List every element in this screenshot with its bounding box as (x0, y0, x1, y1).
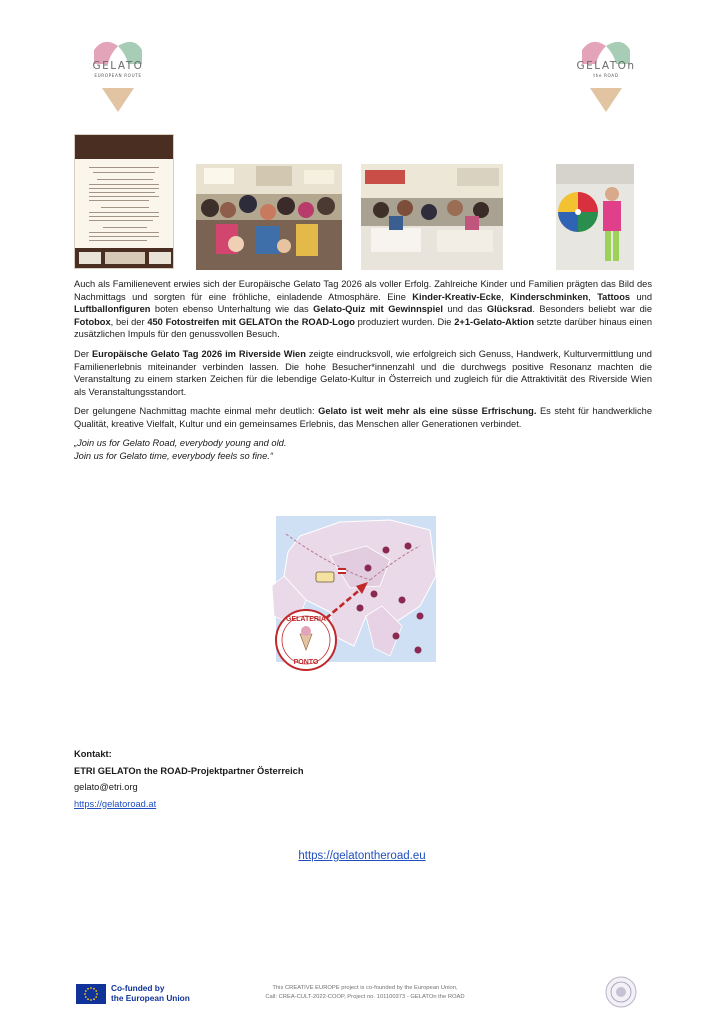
text-span: , (501, 291, 511, 302)
eu-cofunded-label (111, 983, 190, 1003)
eu-flag-icon (76, 984, 106, 1004)
logo-right-title: GELATOn (576, 60, 636, 72)
text-span: zeigte eindrucksvoll, wie erfolgreich sich Genuss, Handwerk, Kulturvermittlung und Familienerlebnis miteinander verbinden lassen. Die hohe Besucher*innenzahl und die durchwegs positive Resonanz machten die Veranstaltung zu einem starken Zeichen für die lebendige Gelato-Kultur in Österreich und zugleich für die Attraktivität des Riverside Wien als Veranstaltungsstandort. (74, 349, 652, 397)
crowd-photo (196, 164, 342, 270)
event-photo-strip (0, 134, 724, 270)
bold-span: 2+1-Gelato-Aktion (454, 316, 535, 327)
bold-span: Fotobox (74, 316, 111, 327)
text-span: . Besonders beliebt war die (532, 304, 652, 315)
text-span: Es steht für handwerkliche Qualität, kreative Vielfalt, Kultur und ein gemeinsames Erlebnis, das Menschen aller Generationen verbindet. (74, 406, 652, 429)
paragraph-conclusion (74, 405, 652, 430)
bold-span: Europäische Gelato Tag 2026 im Riverside Wien (91, 349, 306, 359)
event-poster-image (74, 134, 174, 269)
logo-right-subtitle: the ROAD (593, 73, 619, 78)
tables-photo (361, 164, 503, 270)
contact-block (74, 746, 304, 812)
institution-seal-icon (604, 975, 638, 1009)
paragraph-riverside (74, 348, 652, 398)
text-span: , (588, 291, 598, 302)
contact-heading: Kontakt: (74, 749, 112, 759)
text-span: , bei der (110, 316, 148, 327)
eu-line-2: the European Union (111, 993, 190, 1004)
bold-span: Kinderschminken (510, 291, 589, 302)
contact-email[interactable]: gelato@etri.org (74, 782, 138, 792)
bold-span: 450 Fotostreifen mit GELATOn the ROAD-Logo (147, 316, 355, 327)
footnote-line-1: This CREATIVE EUROPE project is co-founded by the European Union, (272, 985, 458, 991)
eu-line-1: Co-funded by (111, 983, 165, 993)
text-span: produziert wurden. Die (354, 316, 455, 327)
text-span: und (630, 291, 652, 302)
bold-span: Glücksrad (486, 304, 533, 315)
prize-wheel-photo (556, 164, 634, 270)
contact-organization: ETRI GELATOn the ROAD-Projektpartner Österreich (74, 765, 304, 776)
gelaton-the-road-logo (568, 38, 644, 114)
bold-span: Luftballonfiguren (74, 304, 151, 315)
text-span: boten ebenso Unterhaltung wie das (150, 304, 314, 315)
badge-bottom-text: PONTO (293, 659, 319, 666)
project-website-link (0, 850, 724, 862)
contact-website-link[interactable]: https://gelatoroad.at (74, 798, 157, 809)
quote-line-1: „Join us for Gelato Road, everybody young and old. (74, 438, 287, 448)
text-span: Auch als Familienevent erwies sich der Europäische Gelato Tag 2026 als voller Erfolg. Zahlreiche Kinder und Familien prägten das Bild des Nachmittags und sorgten für eine fröhliche, einladende Atmosphäre. Eine (74, 279, 652, 302)
bold-span: Gelato-Quiz mit Gewinnspiel (313, 304, 443, 315)
footnote-line-2: Call: CREA-CULT-2022-COOP, Project no. 101100373 - GELATOn the ROAD (265, 993, 465, 1000)
bold-span: Gelato ist weit mehr als eine süsse Erfrischung. (318, 406, 537, 416)
paragraph-family-event (74, 278, 652, 341)
logo-left-subtitle: EUROPEAN ROUTE (94, 73, 142, 78)
song-quote (74, 437, 652, 462)
badge-top-text: GELATERIA (286, 616, 326, 623)
gelato-european-route-logo (80, 38, 156, 114)
logo-left-title: GELATO (92, 60, 144, 72)
text-span: Der (74, 349, 92, 359)
text-span: setzte darüber hinaus einen zusätzlichen Impuls für den genussvollen Besuch. (74, 316, 652, 340)
bold-span: Kinder-Kreativ-Ecke (412, 291, 502, 302)
gelato-route-map (270, 516, 436, 672)
funding-footnote (240, 984, 490, 1001)
text-span: und das (442, 304, 487, 315)
bold-span: Tattoos (597, 291, 631, 302)
text-span: Der gelungene Nachmittag machte einmal mehr deutlich: (74, 406, 319, 416)
quote-line-2: Join us for Gelato time, everybody feels so fine.“ (74, 450, 273, 461)
project-website-link-text[interactable]: https://gelatontheroad.eu (298, 850, 426, 862)
